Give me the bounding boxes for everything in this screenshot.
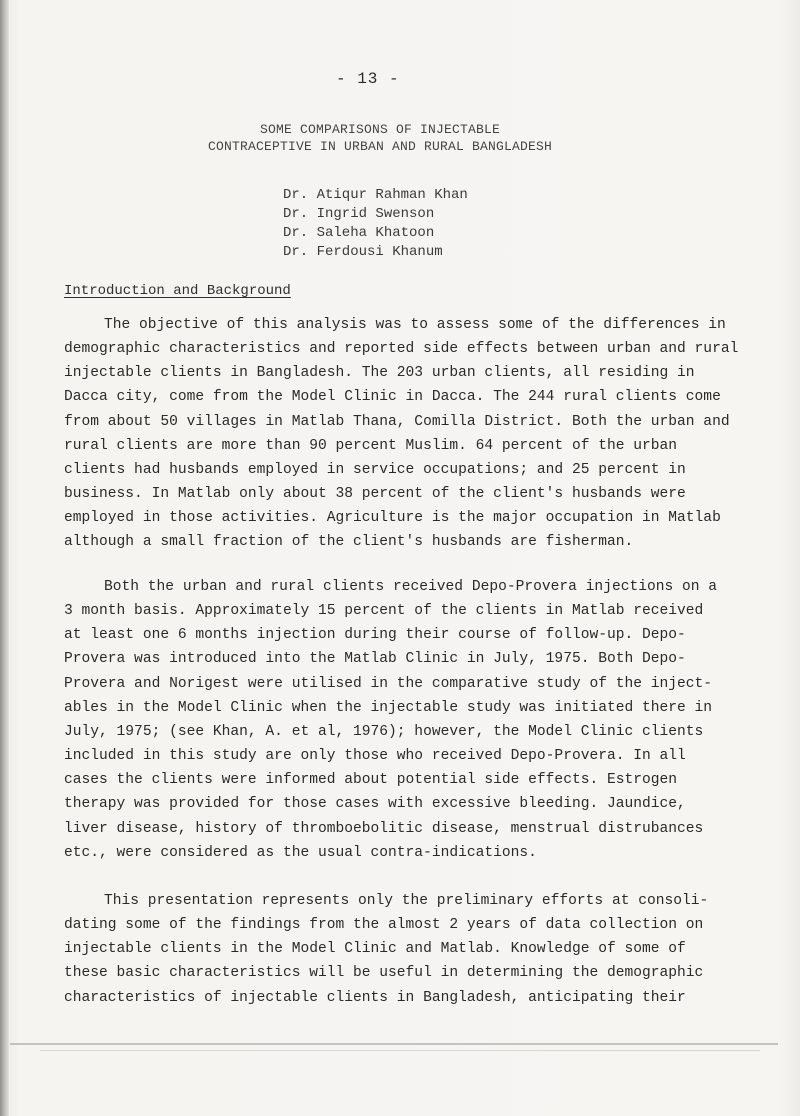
page-number: - 13 -	[336, 70, 400, 88]
author-name: Dr. Ingrid Swenson	[283, 206, 435, 222]
text-line: employed in those activities. Agriculture is the major occupation in Matlab	[64, 510, 721, 527]
text-line: therapy was provided for those cases with excessive bleeding. Jaundice,	[64, 796, 686, 813]
author-name: Dr. Atiqur Rahman Khan	[283, 187, 468, 203]
author-name: Dr. Ferdousi Khanum	[283, 244, 443, 260]
text-line: injectable clients in Bangladesh. The 203 urban clients, all residing in	[64, 365, 695, 382]
text-line: these basic characteristics will be useful in determining the demographic	[64, 965, 704, 982]
paragraph-1	[64, 313, 739, 555]
text-line: demographic characteristics and reported side effects between urban and rural	[64, 341, 739, 358]
text-line: ables in the Model Clinic when the injectable study was initiated there in	[64, 699, 713, 716]
text-line: Provera and Norigest were utilised in the comparative study of the inject-	[64, 675, 713, 692]
text-line: dating some of the findings from the almost 2 years of data collection on	[64, 917, 704, 934]
text-line: Dacca city, come from the Model Clinic in Dacca. The 244 rural clients come	[64, 389, 721, 406]
text-line: This presentation represents only the preliminary efforts at consoli-	[104, 893, 709, 909]
paragraph-3	[64, 889, 709, 1010]
text-line: injectable clients in the Model Clinic and Matlab. Knowledge of some of	[64, 941, 686, 958]
text-line: cases the clients were informed about potential side effects. Estrogen	[64, 772, 678, 789]
text-line: characteristics of injectable clients in Bangladesh, anticipating their	[64, 989, 686, 1006]
text-line: liver disease, history of thromboebolitic disease, menstrual distrubances	[64, 820, 704, 837]
paragraph-2	[64, 575, 718, 865]
scan-bottom-shadow	[40, 1050, 760, 1051]
title-line-2: CONTRACEPTIVE IN URBAN AND RURAL BANGLADESH	[207, 139, 553, 154]
text-line: clients had husbands employed in service occupations; and 25 percent in	[64, 461, 686, 478]
text-line: etc., were considered as the usual contra-indications.	[64, 844, 537, 861]
author-list	[283, 186, 468, 262]
text-line: rural clients are more than 90 percent Muslim. 64 percent of the urban	[64, 437, 678, 454]
text-line: Both the urban and rural clients received Depo-Provera injections on a	[104, 579, 718, 595]
text-line: at least one 6 months injection during their course of follow-up. Depo-	[64, 627, 686, 644]
text-line: from about 50 villages in Matlab Thana, Comilla District. Both the urban and	[64, 413, 730, 430]
text-line: The objective of this analysis was to assess some of the differences in	[104, 317, 726, 333]
scan-bottom-edge	[10, 1043, 778, 1045]
text-line: July, 1975; (see Khan, A. et al, 1976); however, the Model Clinic clients	[64, 723, 704, 740]
scan-left-edge	[0, 0, 9, 1116]
title-line-1: SOME COMPARISONS OF INJECTABLE	[259, 122, 501, 137]
text-line: although a small fraction of the client's husbands are fisherman.	[64, 534, 634, 551]
document-title	[150, 121, 610, 155]
text-line: Provera was introduced into the Matlab Clinic in July, 1975. Both Depo-	[64, 651, 686, 668]
text-line: 3 month basis. Approximately 15 percent of the clients in Matlab received	[64, 603, 704, 620]
section-heading: Introduction and Background	[64, 283, 291, 299]
text-line: included in this study are only those who received Depo-Provera. In all	[64, 748, 686, 765]
text-line: business. In Matlab only about 38 percent of the client's husbands were	[64, 486, 686, 503]
author-name: Dr. Saleha Khatoon	[283, 225, 435, 241]
